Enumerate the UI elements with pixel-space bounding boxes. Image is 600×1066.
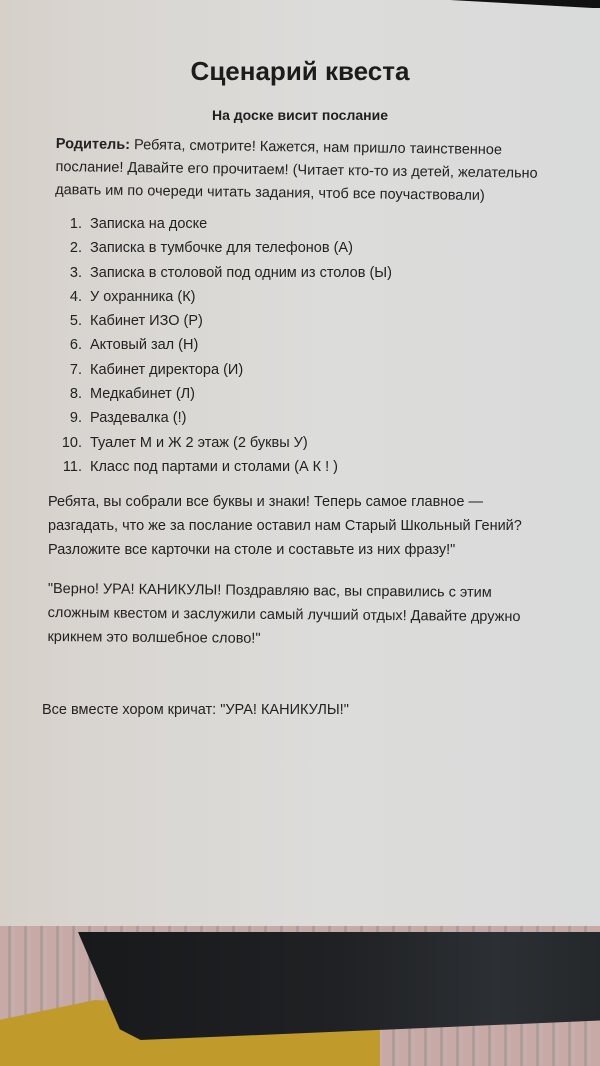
quest-steps-list: [50, 212, 530, 479]
page-title: Сценарий квеста: [190, 56, 410, 86]
speaker-label: Родитель:: [55, 135, 131, 154]
list-item: 4. У охранника (К): [69, 288, 196, 305]
list-item: 11. Класс под партами и столами (А К ! ): [62, 458, 339, 475]
list-item: 9. Раздевалка (!): [69, 410, 187, 427]
list-item: 6. Актовый зал (Н): [69, 337, 199, 354]
list-item: 7. Кабинет директора (И): [69, 361, 244, 378]
list-item: 2. Записка в тумбочке для телефонов (А): [69, 240, 353, 257]
list-item: 1. Записка на доске: [69, 216, 208, 232]
list-item: 3. Записка в столовой под одним из столов (Ы): [69, 264, 392, 281]
list-item: 10. Туалет М и Ж 2 этаж (2 буквы У): [61, 434, 308, 451]
intro-line: послание! Давайте его прочитаем! (Читает кто-то из детей, желательно: [55, 158, 538, 182]
list-item: 8. Медкабинет (Л): [69, 386, 196, 403]
paper-corner-shadow: [450, 0, 600, 8]
finale-line: Все вместе хором кричат: "УРА! КАНИКУЛЫ!": [42, 702, 349, 718]
congrats-paragraph: "Верно! УРА! КАНИКУЛЫ! Поздравляю вас, вы справились с этим сложным квестом и заслужили самый лучший отдых! Давайте дружно крикнем это волшебное слово!": [47, 580, 521, 647]
page-subtitle: На доске висит послание: [212, 107, 388, 123]
black-clipboard: [78, 932, 600, 1040]
intro-line: Родитель: Ребята, смотрите! Кажется, нам пришло таинственное: [55, 135, 503, 159]
collect-letters-paragraph: Ребята, вы собрали все буквы и знаки! Теперь самое главное — разгадать, что же за послание оставил нам Старый Школьный Гений? Разложите все карточки на столе и составьте из них фразу!": [48, 494, 522, 558]
intro-paragraph: [55, 133, 586, 209]
list-item: 5. Кабинет ИЗО (Р): [69, 313, 203, 330]
intro-line: давать им по очереди читать задания, чтоб все поучаствовали): [55, 181, 485, 204]
